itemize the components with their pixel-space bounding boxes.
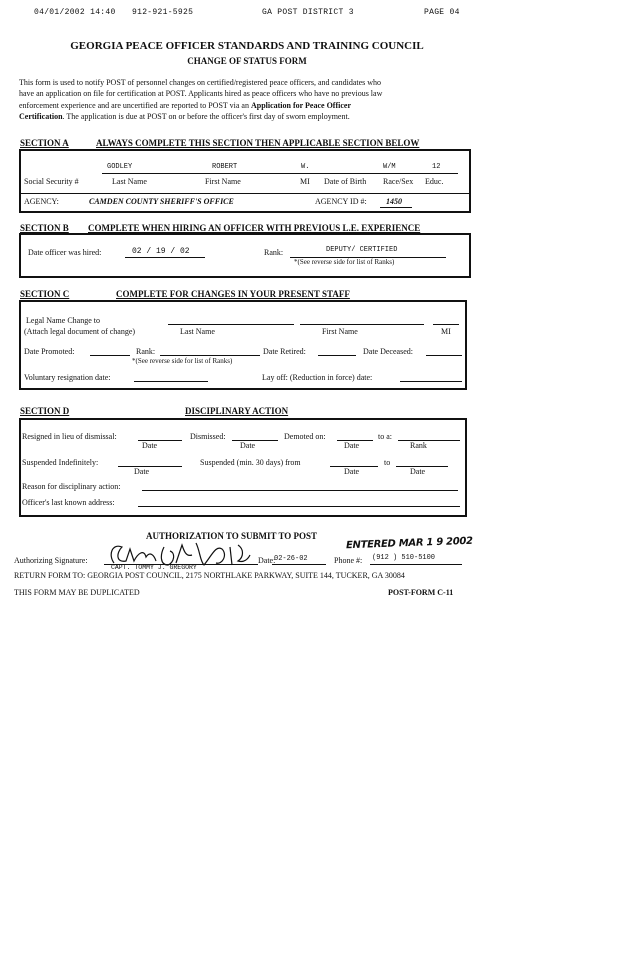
- signer-printed-name: CAPT. TOMMY J. GREGORY: [111, 564, 197, 571]
- ssn-label: Social Security #: [24, 177, 79, 186]
- section-a-divider: [21, 193, 469, 194]
- signature-label: Authorizing Signature:: [14, 556, 88, 565]
- section-a-fill-line: [102, 173, 458, 174]
- intro-line-4: Certification. The application is due at POST on or before the officer's first day of sworn employment.: [19, 112, 350, 121]
- entered-stamp: ENTERED MAR 1 9 2002: [345, 535, 473, 552]
- return-address: RETURN FORM TO: GEORGIA POST COUNCIL, 2175 NORTHLAKE PARKWAY, SUITE 144, TUCKER, GA 30084: [14, 571, 405, 580]
- agency-id-value[interactable]: 1450: [386, 197, 402, 206]
- section-c-instruction: COMPLETE FOR CHANGES IN YOUR PRESENT STAFF: [116, 289, 350, 299]
- retired-label: Date Retired:: [263, 347, 306, 356]
- auth-date-line[interactable]: [272, 564, 326, 565]
- reason-line[interactable]: [142, 490, 458, 491]
- rank-label-b: Rank:: [264, 248, 284, 257]
- retired-line[interactable]: [318, 355, 356, 356]
- auth-date-value[interactable]: 02-26-02: [274, 555, 308, 563]
- race-sex-label: Race/Sex: [383, 177, 414, 186]
- section-d-heading: SECTION D: [20, 406, 70, 416]
- agency-label: AGENCY:: [24, 197, 59, 206]
- attach-label: (Attach legal document of change): [24, 327, 136, 336]
- deceased-line[interactable]: [426, 355, 462, 356]
- last-name-value[interactable]: GODLEY: [107, 163, 133, 171]
- auth-date-label: Date:: [258, 556, 276, 565]
- section-a-heading: SECTION A: [20, 138, 69, 148]
- form-title: GEORGIA PEACE OFFICER STANDARDS AND TRAINING COUNCIL: [70, 40, 424, 52]
- section-c-heading: SECTION C: [20, 289, 70, 299]
- race-sex-value[interactable]: W/M: [383, 163, 396, 171]
- rank-line-c[interactable]: [160, 355, 260, 356]
- legal-name-label: Legal Name Change to: [26, 316, 100, 325]
- mi-label: MI: [300, 177, 310, 186]
- suspended-indef-label: Suspended Indefinitely:: [22, 458, 99, 467]
- demoted-label: Demoted on:: [284, 432, 326, 441]
- intro-line-1: This form is used to notify POST of personnel changes on certified/registered peace officers, and candidates who: [19, 78, 382, 87]
- agency-id-line: [380, 207, 412, 208]
- promoted-line[interactable]: [90, 355, 130, 356]
- address-line[interactable]: [138, 506, 460, 507]
- section-b-heading: SECTION B: [20, 223, 69, 233]
- legal-last-line[interactable]: [168, 324, 294, 325]
- deceased-label: Date Deceased:: [363, 347, 413, 356]
- suspended-indef-line[interactable]: [118, 466, 182, 467]
- authorization-heading: AUTHORIZATION TO SUBMIT TO POST: [146, 531, 318, 541]
- intro-line-2: have an application on file for certification at POST. Applicants hired as peace officers who have no previous law: [19, 89, 383, 98]
- resigned-label: Resigned in lieu of dismissal:: [22, 432, 117, 441]
- suspended-from-date-label: Date: [344, 467, 360, 476]
- signature-line[interactable]: [104, 564, 258, 565]
- first-name-label: First Name: [205, 177, 241, 186]
- educ-label: Educ.: [425, 177, 444, 186]
- intro-line-3: enforcement experience and are uncertified are reported to POST via an Application for Peace Officer: [19, 101, 352, 110]
- resigned-date-label: Date: [142, 441, 158, 450]
- layoff-line[interactable]: [400, 381, 462, 382]
- phone-value[interactable]: (912 ) 510-5100: [372, 554, 436, 562]
- suspended-to-date-label: Date: [410, 467, 426, 476]
- fax-datetime: 04/01/2002 14:40: [34, 8, 116, 17]
- to-a-rank-label: Rank: [410, 441, 427, 450]
- hired-value[interactable]: 02 / 19 / 02: [132, 247, 190, 256]
- fax-phone: 912-921-5925: [132, 8, 194, 17]
- promoted-label: Date Promoted:: [24, 347, 75, 356]
- form-id: POST-FORM C-11: [388, 588, 454, 597]
- layoff-label: Lay off: (Reduction in force) date:: [262, 373, 373, 382]
- rank-value-b[interactable]: DEPUTY/ CERTIFIED: [326, 246, 398, 254]
- resign-line[interactable]: [134, 381, 208, 382]
- to-a-label: to a:: [378, 432, 392, 441]
- legal-mi-line[interactable]: [433, 324, 459, 325]
- rank-label-c: Rank:: [136, 347, 156, 356]
- agency-value[interactable]: CAMDEN COUNTY SHERIFF'S OFFICE: [89, 197, 234, 206]
- hired-line: [125, 257, 205, 258]
- legal-mi-label: MI: [441, 327, 451, 336]
- duplicate-note: THIS FORM MAY BE DUPLICATED: [14, 588, 140, 597]
- first-name-value[interactable]: ROBERT: [212, 163, 238, 171]
- section-a-instruction: ALWAYS COMPLETE THIS SECTION THEN APPLICABLE SECTION BELOW: [96, 138, 420, 148]
- dob-label: Date of Birth: [324, 177, 367, 186]
- rank-note-c: *(See reverse side for list of Ranks): [132, 357, 233, 365]
- section-b-instruction: COMPLETE WHEN HIRING AN OFFICER WITH PREVIOUS L.E. EXPERIENCE: [88, 223, 421, 233]
- to-a-line[interactable]: [398, 440, 460, 441]
- dismissed-label: Dismissed:: [190, 432, 226, 441]
- phone-label: Phone #:: [334, 556, 363, 565]
- suspended-indef-date-label: Date: [134, 467, 150, 476]
- resign-label: Voluntary resignation date:: [24, 373, 111, 382]
- rank-note-b: *(See reverse side for list of Ranks): [294, 258, 395, 266]
- form-subtitle: CHANGE OF STATUS FORM: [187, 56, 307, 66]
- reason-label: Reason for disciplinary action:: [22, 482, 121, 491]
- mi-value[interactable]: W.: [301, 163, 310, 171]
- phone-line[interactable]: [370, 564, 462, 565]
- dismissed-date-label: Date: [240, 441, 256, 450]
- educ-value[interactable]: 12: [432, 163, 441, 171]
- demoted-date-label: Date: [344, 441, 360, 450]
- suspended-to-label: to: [384, 458, 391, 467]
- agency-id-label: AGENCY ID #:: [315, 197, 367, 206]
- address-label: Officer's last known address:: [22, 498, 115, 507]
- last-name-label: Last Name: [112, 177, 147, 186]
- fax-page: PAGE 04: [424, 8, 460, 17]
- legal-first-label: First Name: [322, 327, 358, 336]
- section-d-instruction: DISCIPLINARY ACTION: [185, 406, 289, 416]
- hired-label: Date officer was hired:: [28, 248, 102, 257]
- legal-first-line[interactable]: [300, 324, 424, 325]
- fax-district: GA POST DISTRICT 3: [262, 8, 354, 17]
- legal-last-label: Last Name: [180, 327, 215, 336]
- suspended-min-label: Suspended (min. 30 days) from: [200, 458, 301, 467]
